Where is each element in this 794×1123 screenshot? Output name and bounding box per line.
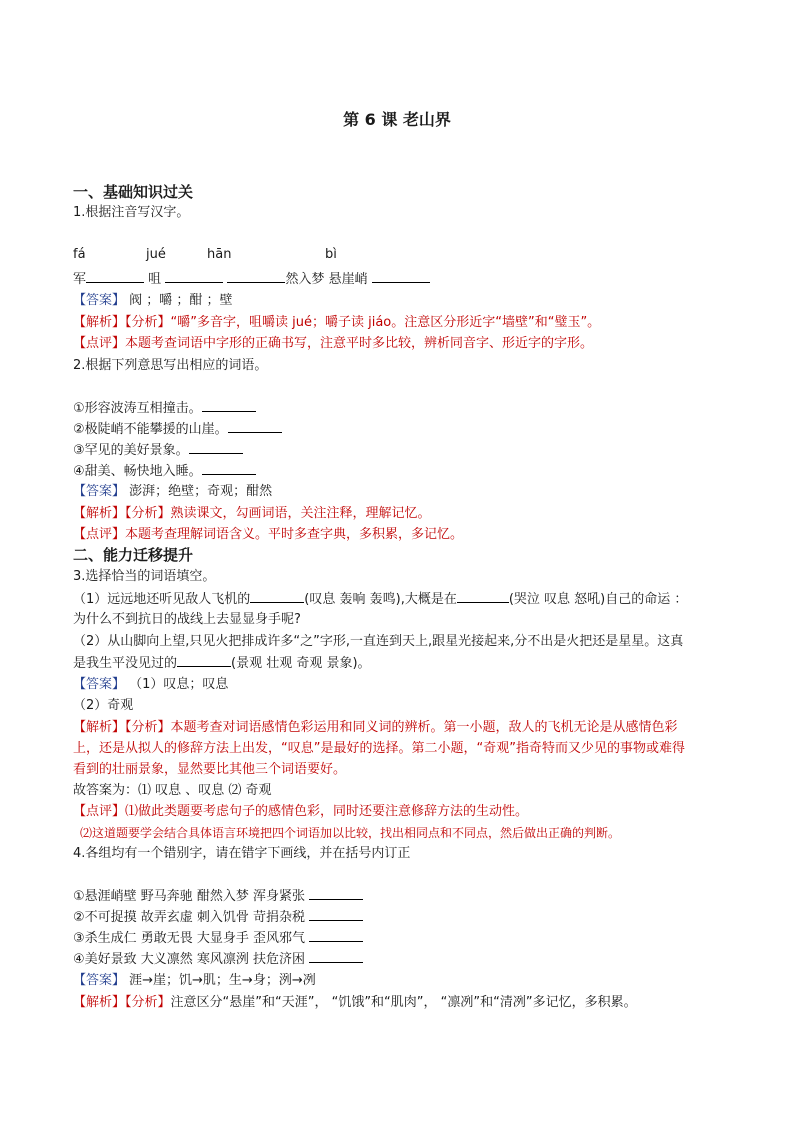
comment-line: 【点评】本题考查词语中字形的正确书写，注意平时多比较，辨析同音字、形近字的字形。 [73,336,594,351]
blank[interactable] [372,270,430,283]
question-prompt: 2.根据下列意思写出相应的词语。 [73,358,268,373]
answer-line: （2）奇观 [73,698,134,713]
analysis-line: 【解析】【分析】“嚼”多音字，咀嚼读 jué；嚼子读 jiáo。注意区分形近字“墙壁”和“璧玉”。 [73,315,601,330]
blank[interactable] [309,929,363,942]
blank[interactable] [309,908,363,921]
comment-tag: 【点评】 [73,336,126,351]
final-answer: 故答案为：⑴ 叹息 、叹息 ⑵ 奇观 [73,783,272,798]
blank[interactable] [309,950,363,963]
answer-line: 【答案】 阀 ；嚼 ；酣 ；壁 [73,293,233,308]
question-prompt: 1.根据注音写汉字。 [73,205,190,220]
analysis-tag: 【解析】【分析】 [73,995,171,1010]
blank[interactable] [309,887,363,900]
blank[interactable] [165,270,223,283]
question-text: （1）远远地还听见敌人飞机的 (叹息 轰响 轰鸣),大概是在 (哭泣 叹息 怒吼)自己的命运 ： [73,592,688,607]
comment-line: 【点评】⑴做此类题要考虑句子的感情色彩，同时还要注意修辞方法的生动性。 [73,804,529,819]
answer-line: 【答案】 （1）叹息；叹息 [73,677,229,692]
pinyin: hān [207,247,232,262]
analysis-tag: 【解析】【分析】 [73,720,171,735]
answer-tag: 【答案】 [73,293,126,308]
answer-tag: 【答案】 [73,677,126,692]
blank[interactable] [177,654,231,667]
blank[interactable] [250,590,304,603]
pinyin-row [73,246,473,264]
list-item: ②不可捉摸 故弄玄虚 刺入饥骨 苛捐杂税 [73,908,363,927]
comment-line: 【点评】本题考查理解词语含义。平时多查字典，多积累，多记忆。 [73,527,464,542]
blank[interactable] [189,441,243,454]
pinyin: fá [73,247,86,262]
comment-tag: 【点评】 [73,804,126,819]
answer-line: 【答案】 涯→崖；饥→肌；生→身；洌→冽 [73,973,316,988]
list-item: ③杀生成仁 勇敢无畏 大显身手 歪风邪气 [73,929,363,948]
answer-tag: 【答案】 [73,484,126,499]
list-item: ①形容波涛互相撞击。 [73,399,256,418]
comment-tag: 【点评】 [73,527,126,542]
analysis-line: 【解析】【分析】注意区分“悬崖”和“天涯”， “饥饿”和“肌肉”， “凛冽”和“清冽”多记忆，多积累。 [73,995,637,1010]
comment-line: ⑵这道题要学会结合具体语言环境把四个词语加以比较，找出相同点和不同点，然后做出正确的判断。 [80,826,621,840]
page-title: 第 6 课 老山界 [343,110,451,129]
analysis-line: 【解析】【分析】熟读课文，勾画词语，关注注释，理解记忆。 [73,506,431,521]
list-item: ③罕见的美好景象。 [73,441,243,460]
analysis-tag: 【解析】【分析】 [73,315,171,330]
answer-line: 【答案】 澎湃；绝壁；奇观；酣然 [73,484,273,499]
question-text: 是我生平没见过的 (景观 壮观 奇观 景象)。 [73,656,371,671]
list-item: ④甜美、畅快地入睡。 [73,462,256,481]
list-item: ②极陡峭不能攀援的山崖。 [73,420,282,439]
blank[interactable] [202,399,256,412]
analysis-line: 上，还是从拟人的修辞方法上出发，“叹息”是最好的选择。第二小题，“奇观”指奇特而又少见的事物或难得 [73,741,685,756]
fill-line: 军 咀 然入梦 悬崖峭 [73,270,430,289]
blank[interactable] [457,590,509,603]
blank[interactable] [228,420,282,433]
blank[interactable] [86,270,144,283]
list-item: ④美好景致 大义凛然 寒风凛洌 扶危济困 [73,950,363,969]
analysis-line: 看到的壮丽景象，显然要比其他三个词语要好。 [73,762,347,777]
pinyin: jué [146,247,166,262]
section-heading: 二、能力迁移提升 [73,546,194,564]
question-text: （2）从山脚向上望,只见火把排成许多“之”字形,一直连到天上,跟星光接起来,分不出是火把还是星星。这真 [73,634,684,649]
question-prompt: 4.各组均有一个错别字，请在错字下画线，并在括号内订正 [73,846,411,861]
analysis-line: 【解析】【分析】本题考查对词语感情色彩运用和同义词的辨析。第一小题，敌人的飞机无论是从感情色彩 [73,720,678,735]
blank[interactable] [202,462,256,475]
list-item: ①悬涯峭壁 野马奔驰 酣然入梦 浑身紧张 [73,887,363,906]
pinyin: bì [325,247,337,262]
question-prompt: 3.选择恰当的词语填空。 [73,569,216,584]
answer-tag: 【答案】 [73,973,126,988]
section-heading: 一、基础知识过关 [73,183,194,201]
analysis-tag: 【解析】【分析】 [73,506,171,521]
question-text: 为什么不到抗日的战线上去显显身手呢? [73,612,301,627]
blank[interactable] [227,270,285,283]
